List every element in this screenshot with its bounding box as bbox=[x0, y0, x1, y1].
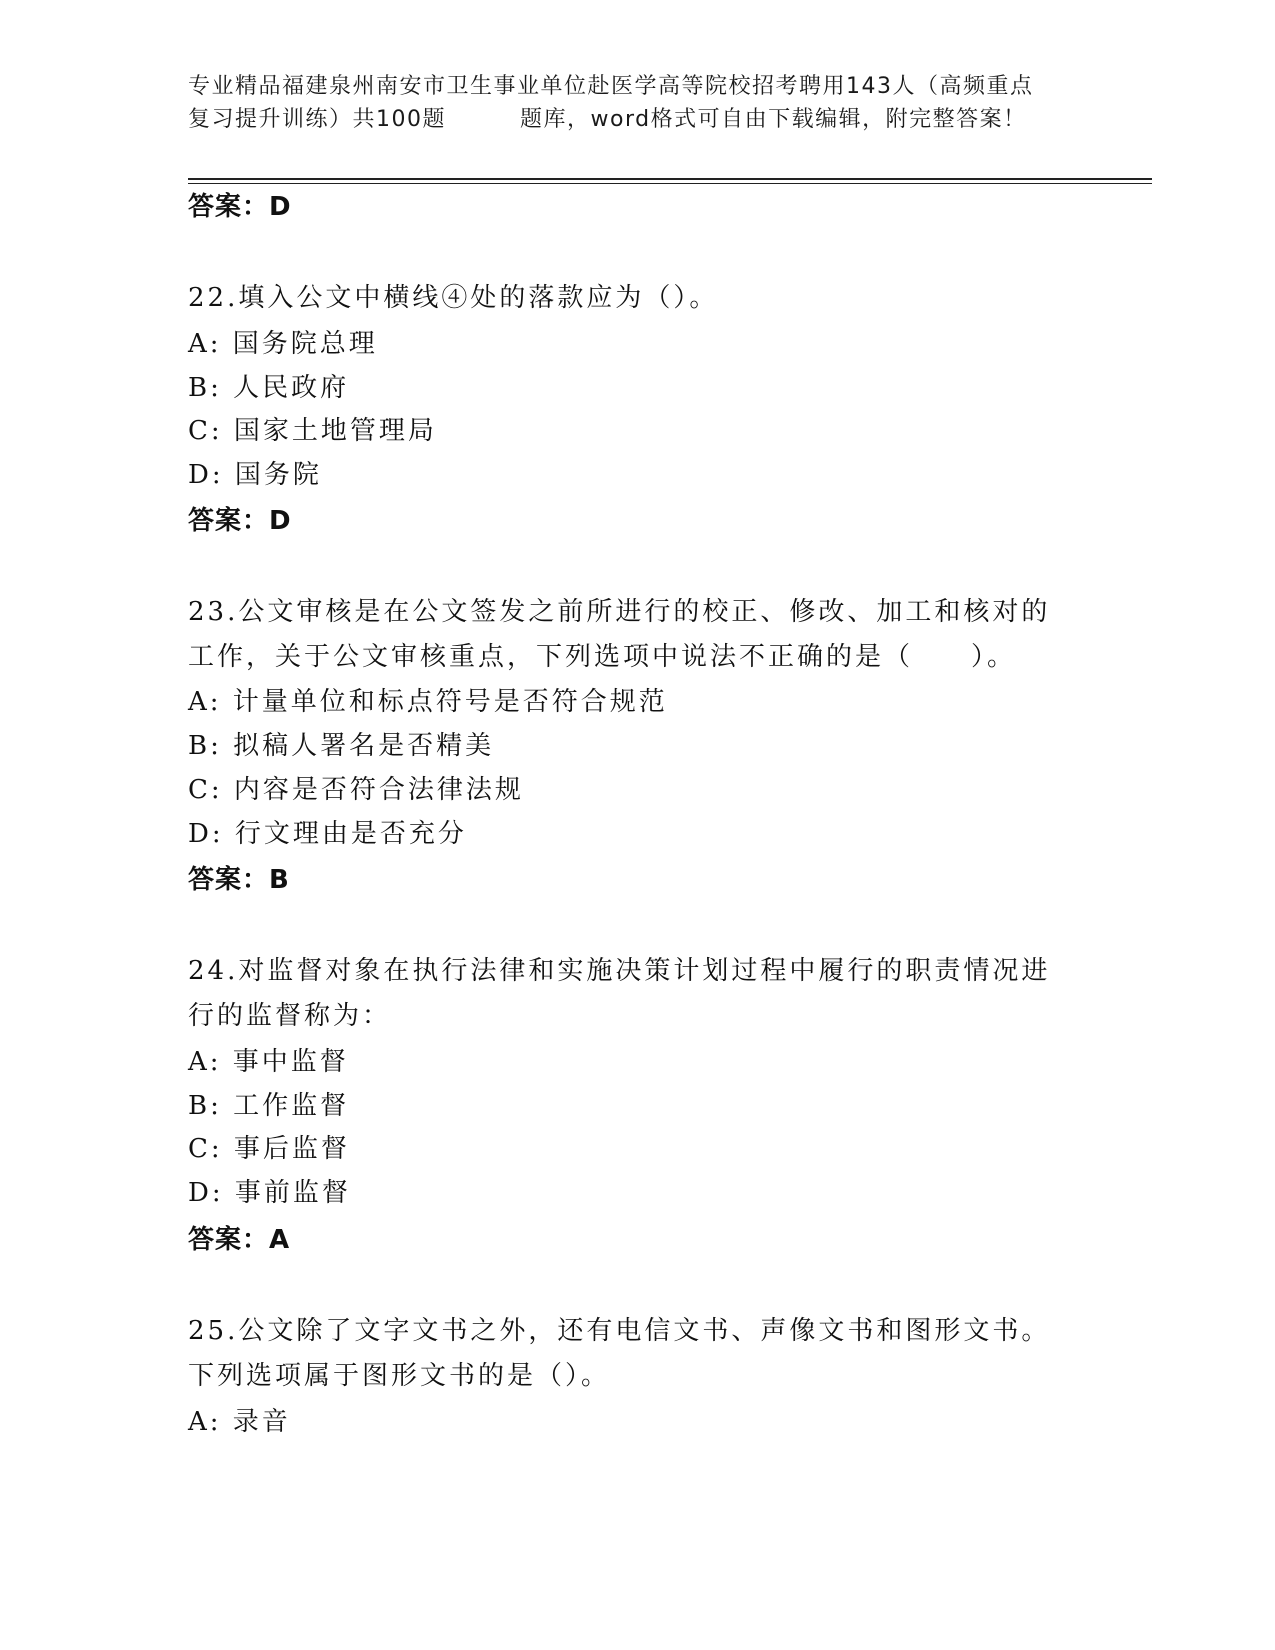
question-23-option-a: A: 计量单位和标点符号是否符合规范 bbox=[188, 687, 668, 717]
header-line-1: 专业精品福建泉州南安市卫生事业单位赴医学高等院校招考聘用143人（高频重点 bbox=[188, 74, 1034, 99]
answer-q23: 答案：B bbox=[188, 865, 290, 895]
question-25-option-a: A: 录音 bbox=[188, 1407, 291, 1437]
question-23-option-c: C: 内容是否符合法律法规 bbox=[188, 775, 524, 805]
question-23-option-d: D: 行文理由是否充分 bbox=[188, 819, 467, 849]
question-22-option-d: D: 国务院 bbox=[188, 460, 322, 490]
header-line-2 bbox=[188, 103, 1108, 136]
question-25-stem: 25.公文除了文字文书之外，还有电信文书、声像文书和图形文书。下列选项属于图形文书的是（）。 bbox=[188, 1316, 1051, 1391]
question-24-stem: 24.对监督对象在执行法律和实施决策计划过程中履行的职责情况进行的监督称为： bbox=[188, 956, 1051, 1031]
question-22-option-c: C: 国家土地管理局 bbox=[188, 416, 437, 446]
question-24-option-b: B: 工作监督 bbox=[188, 1091, 350, 1121]
answer-q21: 答案：D bbox=[188, 192, 292, 222]
answer-q22: 答案：D bbox=[188, 506, 292, 536]
question-22-stem: 22.填入公文中横线④处的落款应为（）。 bbox=[188, 283, 719, 313]
document-header bbox=[188, 70, 1108, 136]
header-line-2-part-1: 复习提升训练）共100题 bbox=[188, 107, 446, 132]
question-23-stem: 23.公文审核是在公文签发之前所进行的校正、修改、加工和核对的工作，关于公文审核重点，下列选项中说法不正确的是（ ）。 bbox=[188, 597, 1051, 672]
question-24-option-d: D: 事前监督 bbox=[188, 1178, 351, 1208]
question-24-option-c: C: 事后监督 bbox=[188, 1134, 350, 1164]
question-22-option-b: B: 人民政府 bbox=[188, 373, 350, 403]
question-24-option-a: A: 事中监督 bbox=[188, 1047, 349, 1077]
header-line-2-part-2: 题库，word格式可自由下载编辑，附完整答案！ bbox=[520, 107, 1027, 132]
question-22-option-a: A: 国务院总理 bbox=[188, 329, 378, 359]
question-23-option-b: B: 拟稿人署名是否精美 bbox=[188, 731, 495, 761]
answer-q24: 答案：A bbox=[188, 1225, 291, 1255]
header-divider-thick bbox=[188, 178, 1152, 180]
header-divider-thin bbox=[188, 183, 1152, 184]
